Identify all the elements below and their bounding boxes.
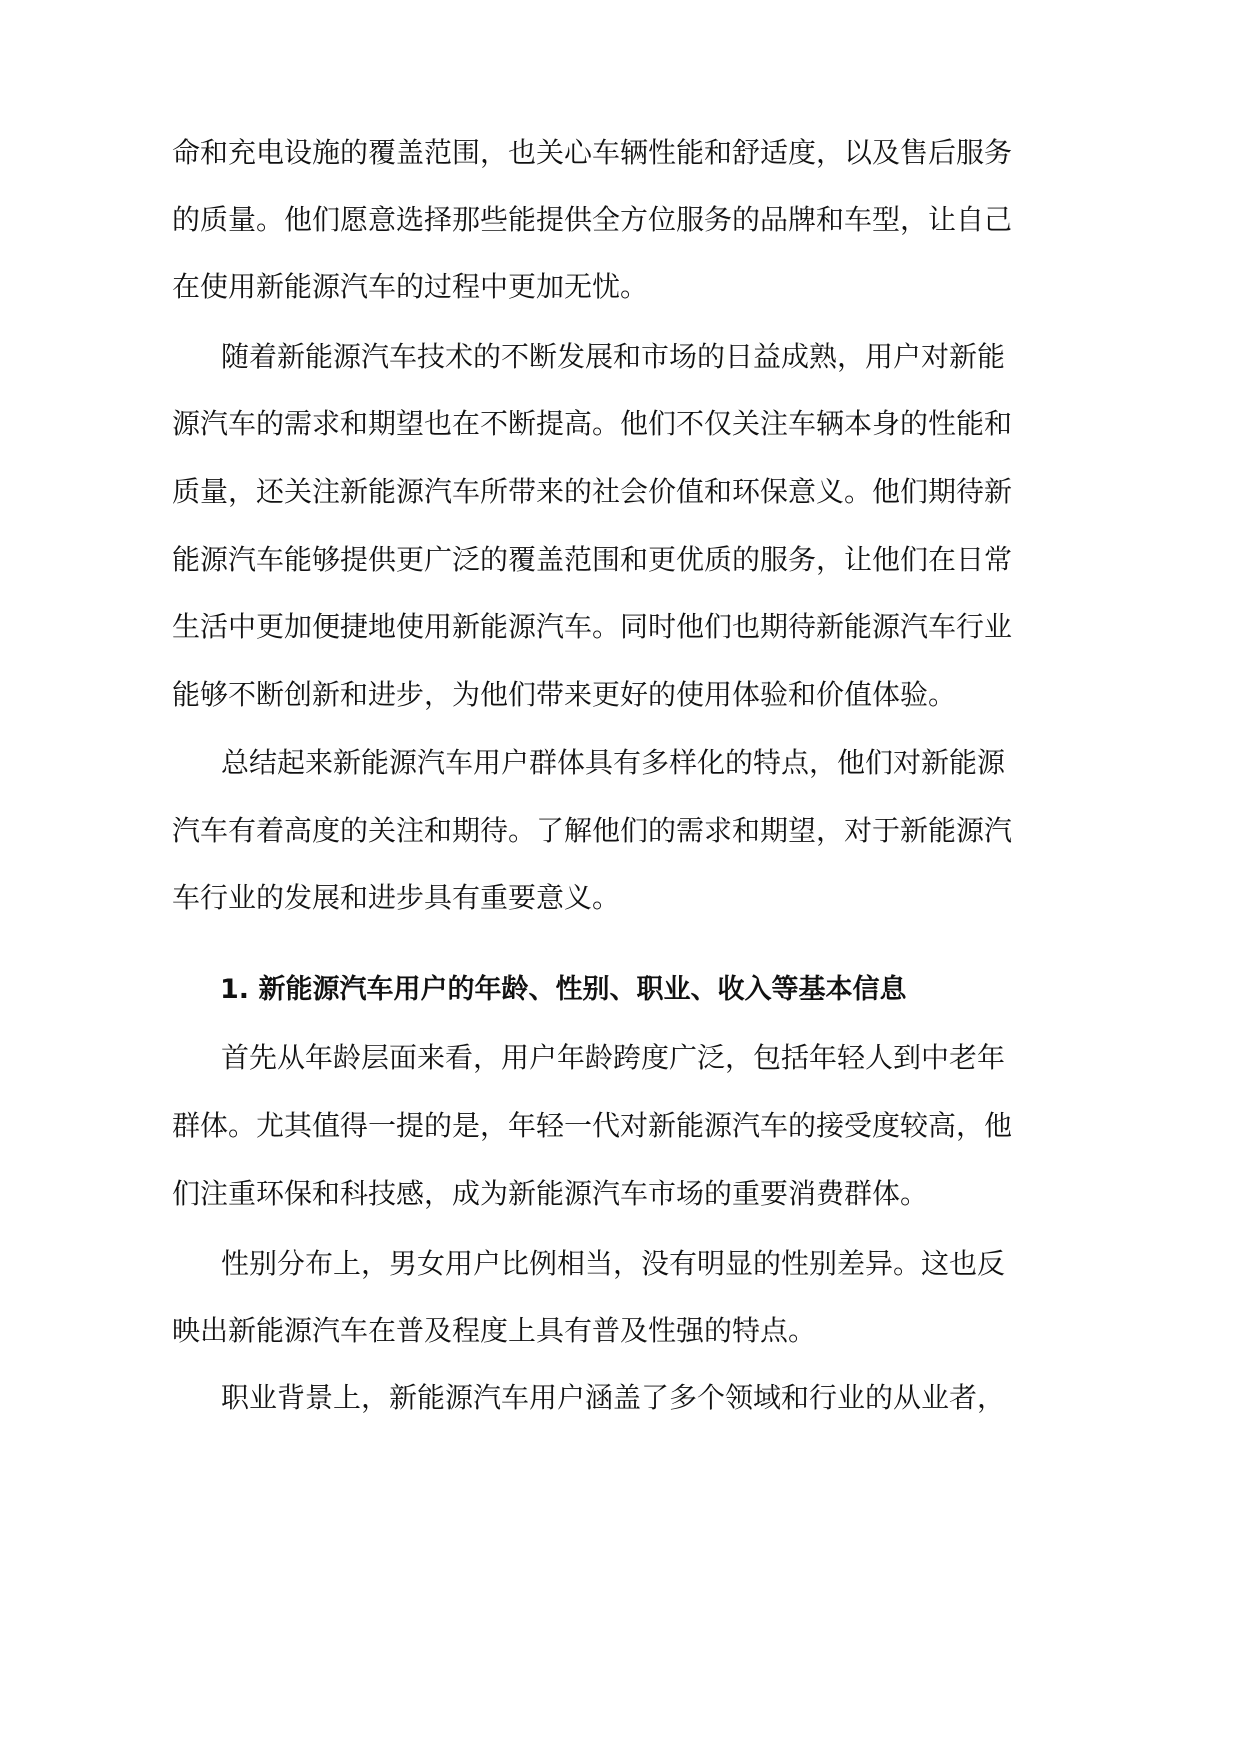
body-line: 汽车有着高度的关注和期待。了解他们的需求和期望，对于新能源汽	[172, 814, 1013, 847]
body-line: 群体。尤其值得一提的是，年轻一代对新能源汽车的接受度较高，他	[172, 1109, 1013, 1142]
body-line: 映出新能源汽车在普及程度上具有普及性强的特点。	[172, 1314, 817, 1347]
paragraph-first-line: 性别分布上，男女用户比例相当，没有明显的性别差异。这也反	[221, 1247, 1006, 1280]
body-line: 们注重环保和科技感，成为新能源汽车市场的重要消费群体。	[172, 1177, 929, 1210]
paragraph-first-line: 总结起来新能源汽车用户群体具有多样化的特点，他们对新能源	[221, 746, 1006, 779]
body-line: 的质量。他们愿意选择那些能提供全方位服务的品牌和车型，让自己	[172, 203, 1013, 236]
body-line: 能源汽车能够提供更广泛的覆盖范围和更优质的服务，让他们在日常	[172, 543, 1013, 576]
body-line: 在使用新能源汽车的过程中更加无忧。	[172, 270, 649, 303]
body-line: 生活中更加便捷地使用新能源汽车。同时他们也期待新能源汽车行业	[172, 610, 1013, 643]
paragraph-first-line: 职业背景上，新能源汽车用户涵盖了多个领域和行业的从业者，	[221, 1381, 1006, 1414]
body-line: 能够不断创新和进步，为他们带来更好的使用体验和价值体验。	[172, 678, 957, 711]
paragraph-first-line: 随着新能源汽车技术的不断发展和市场的日益成熟，用户对新能	[221, 340, 1006, 373]
paragraph-first-line: 首先从年龄层面来看，用户年龄跨度广泛，包括年轻人到中老年	[221, 1041, 1006, 1074]
body-line: 命和充电设施的覆盖范围，也关心车辆性能和舒适度，以及售后服务	[172, 136, 1013, 169]
body-line: 源汽车的需求和期望也在不断提高。他们不仅关注车辆本身的性能和	[172, 407, 1013, 440]
body-line: 质量，还关注新能源汽车所带来的社会价值和环保意义。他们期待新	[172, 475, 1013, 508]
body-line: 车行业的发展和进步具有重要意义。	[172, 881, 621, 914]
section-heading: 1. 新能源汽车用户的年龄、性别、职业、收入等基本信息	[220, 974, 907, 1005]
